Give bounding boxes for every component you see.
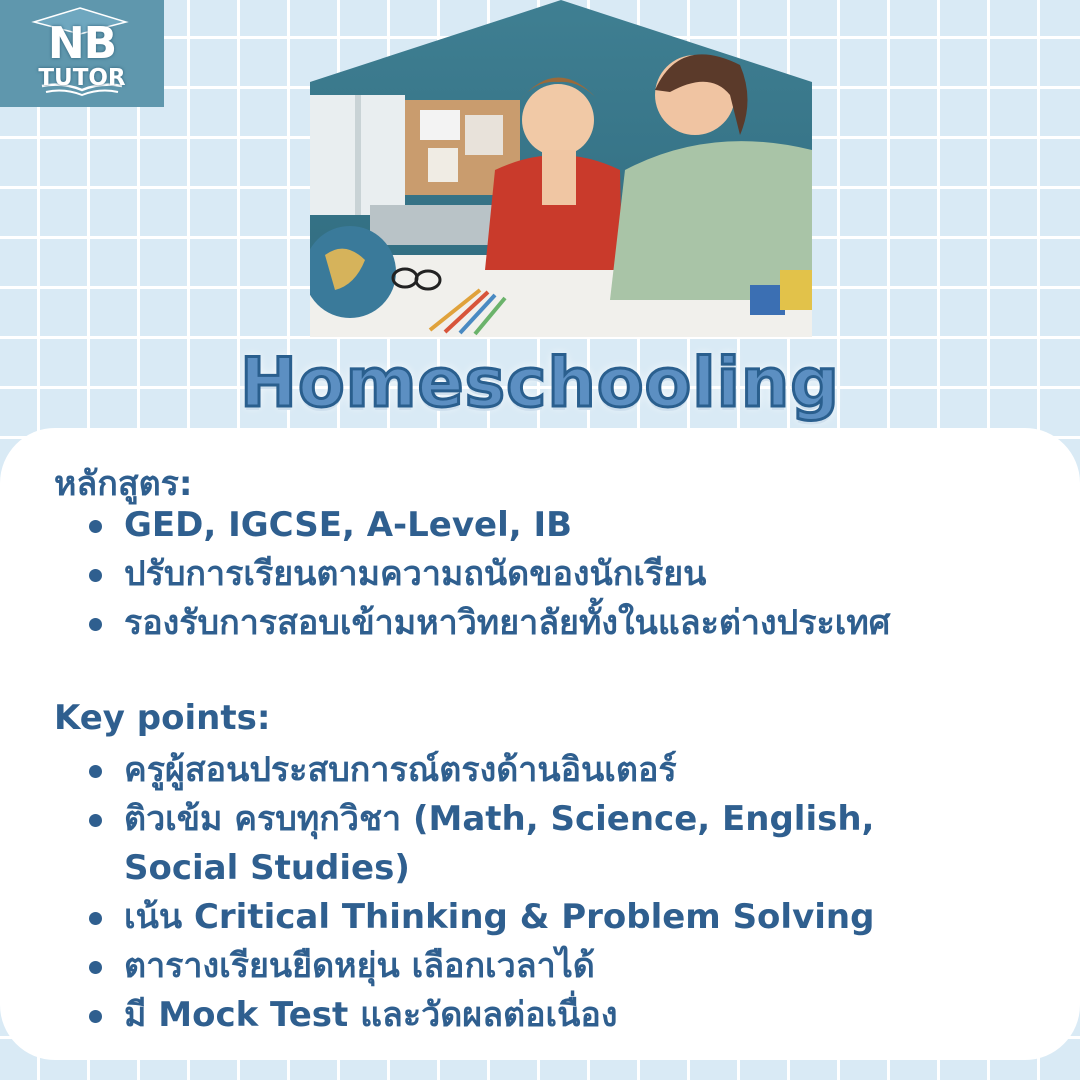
page-title: Homeschooling: [240, 344, 840, 423]
list-item-text: ปรับการเรียนตามความถนัดของนักเรียน: [124, 554, 707, 594]
list-item-text: รองรับการสอบเข้ามหาวิทยาลัยทั้งในและต่างประเทศ: [124, 603, 891, 643]
key-points-title: Key points:: [54, 698, 271, 738]
bullet-icon: [89, 569, 102, 582]
list-item-text: GED, IGCSE, A-Level, IB: [124, 505, 573, 545]
curriculum-title: หลักสูตร:: [54, 464, 193, 504]
list-item: [0, 746, 984, 795]
list-item: [0, 893, 984, 942]
list-item: [0, 501, 984, 550]
curriculum-list: [0, 501, 984, 648]
list-item: [0, 942, 984, 991]
logo-text-tutor: TUTOR: [38, 64, 126, 91]
bullet-icon: [89, 618, 102, 631]
bullet-icon: [89, 765, 102, 778]
list-item: [0, 550, 984, 599]
bullet-icon: [89, 1010, 102, 1023]
info-card: [0, 428, 1080, 1060]
list-item: [0, 991, 984, 1040]
list-item: [0, 599, 984, 648]
bullet-icon: [89, 814, 102, 827]
key-points-list: [0, 746, 984, 1040]
list-item-text: มี Mock Test และวัดผลต่อเนื่อง: [124, 995, 618, 1035]
bullet-icon: [89, 520, 102, 533]
list-item-text: เน้น Critical Thinking & Problem Solving: [124, 897, 875, 937]
logo-text-nb: NB: [47, 17, 117, 69]
list-item: [0, 795, 924, 893]
list-item-text: ตารางเรียนยืดหยุ่น เลือกเวลาได้: [124, 946, 595, 986]
bullet-icon: [89, 961, 102, 974]
bullet-icon: [89, 912, 102, 925]
list-item-text: ครูผู้สอนประสบการณ์ตรงด้านอินเตอร์: [124, 750, 677, 790]
homeschool-photo: [310, 0, 812, 337]
list-item-text: ติวเข้ม ครบทุกวิชา (Math, Science, English, Social Studies): [124, 799, 875, 888]
nb-tutor-logo: [0, 0, 164, 107]
